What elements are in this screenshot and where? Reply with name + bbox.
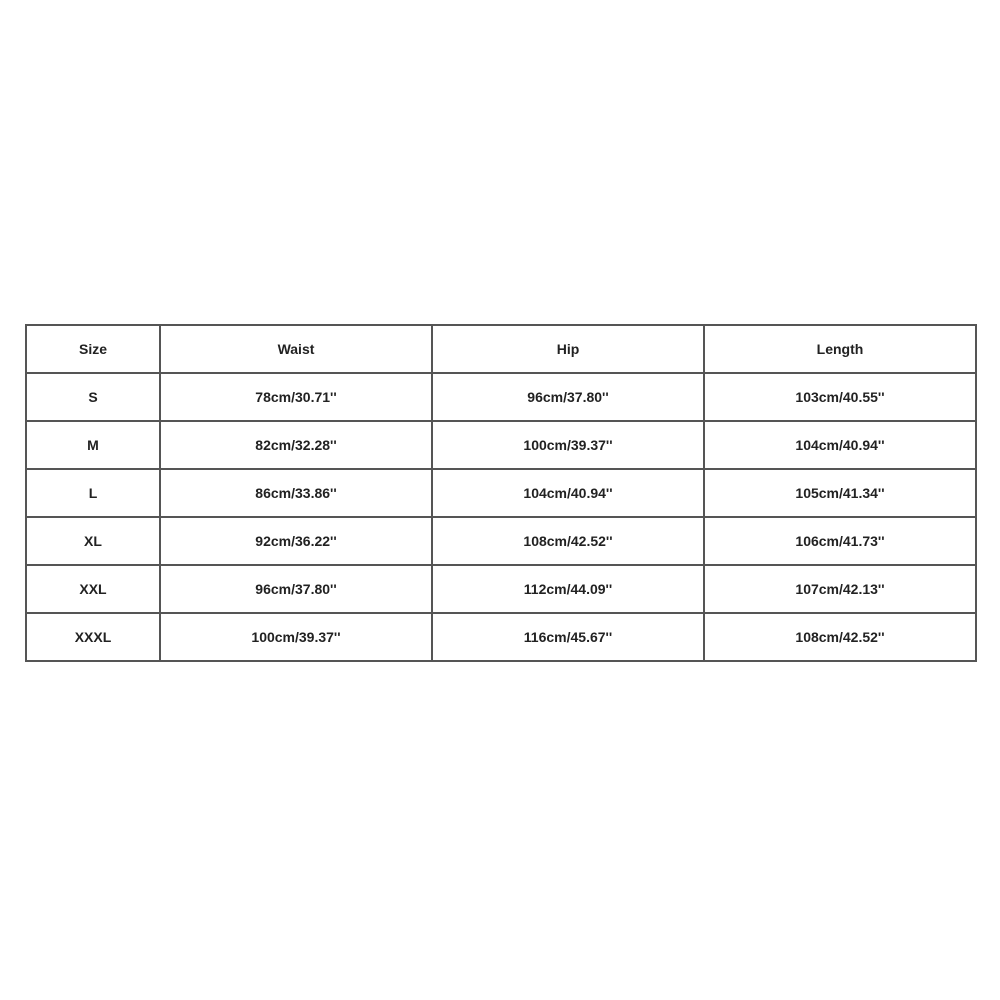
header-length: Length [704, 325, 976, 373]
cell-waist: 100cm/39.37'' [160, 613, 432, 661]
cell-size: M [26, 421, 160, 469]
cell-length: 108cm/42.52'' [704, 613, 976, 661]
cell-size: XXL [26, 565, 160, 613]
cell-length: 106cm/41.73'' [704, 517, 976, 565]
table-row [26, 613, 976, 661]
cell-size: XL [26, 517, 160, 565]
cell-length: 105cm/41.34'' [704, 469, 976, 517]
cell-waist: 82cm/32.28'' [160, 421, 432, 469]
header-size: Size [26, 325, 160, 373]
cell-size: XXXL [26, 613, 160, 661]
size-chart-table [25, 324, 977, 662]
table-row [26, 421, 976, 469]
cell-length: 104cm/40.94'' [704, 421, 976, 469]
header-hip: Hip [432, 325, 704, 373]
cell-hip: 96cm/37.80'' [432, 373, 704, 421]
table-header-row [26, 325, 976, 373]
cell-length: 107cm/42.13'' [704, 565, 976, 613]
table-row [26, 517, 976, 565]
table-row [26, 469, 976, 517]
cell-waist: 92cm/36.22'' [160, 517, 432, 565]
cell-hip: 116cm/45.67'' [432, 613, 704, 661]
cell-size: S [26, 373, 160, 421]
cell-hip: 112cm/44.09'' [432, 565, 704, 613]
cell-waist: 78cm/30.71'' [160, 373, 432, 421]
cell-size: L [26, 469, 160, 517]
cell-waist: 86cm/33.86'' [160, 469, 432, 517]
header-waist: Waist [160, 325, 432, 373]
cell-length: 103cm/40.55'' [704, 373, 976, 421]
cell-hip: 108cm/42.52'' [432, 517, 704, 565]
cell-hip: 100cm/39.37'' [432, 421, 704, 469]
table-row [26, 373, 976, 421]
cell-waist: 96cm/37.80'' [160, 565, 432, 613]
table-row [26, 565, 976, 613]
cell-hip: 104cm/40.94'' [432, 469, 704, 517]
